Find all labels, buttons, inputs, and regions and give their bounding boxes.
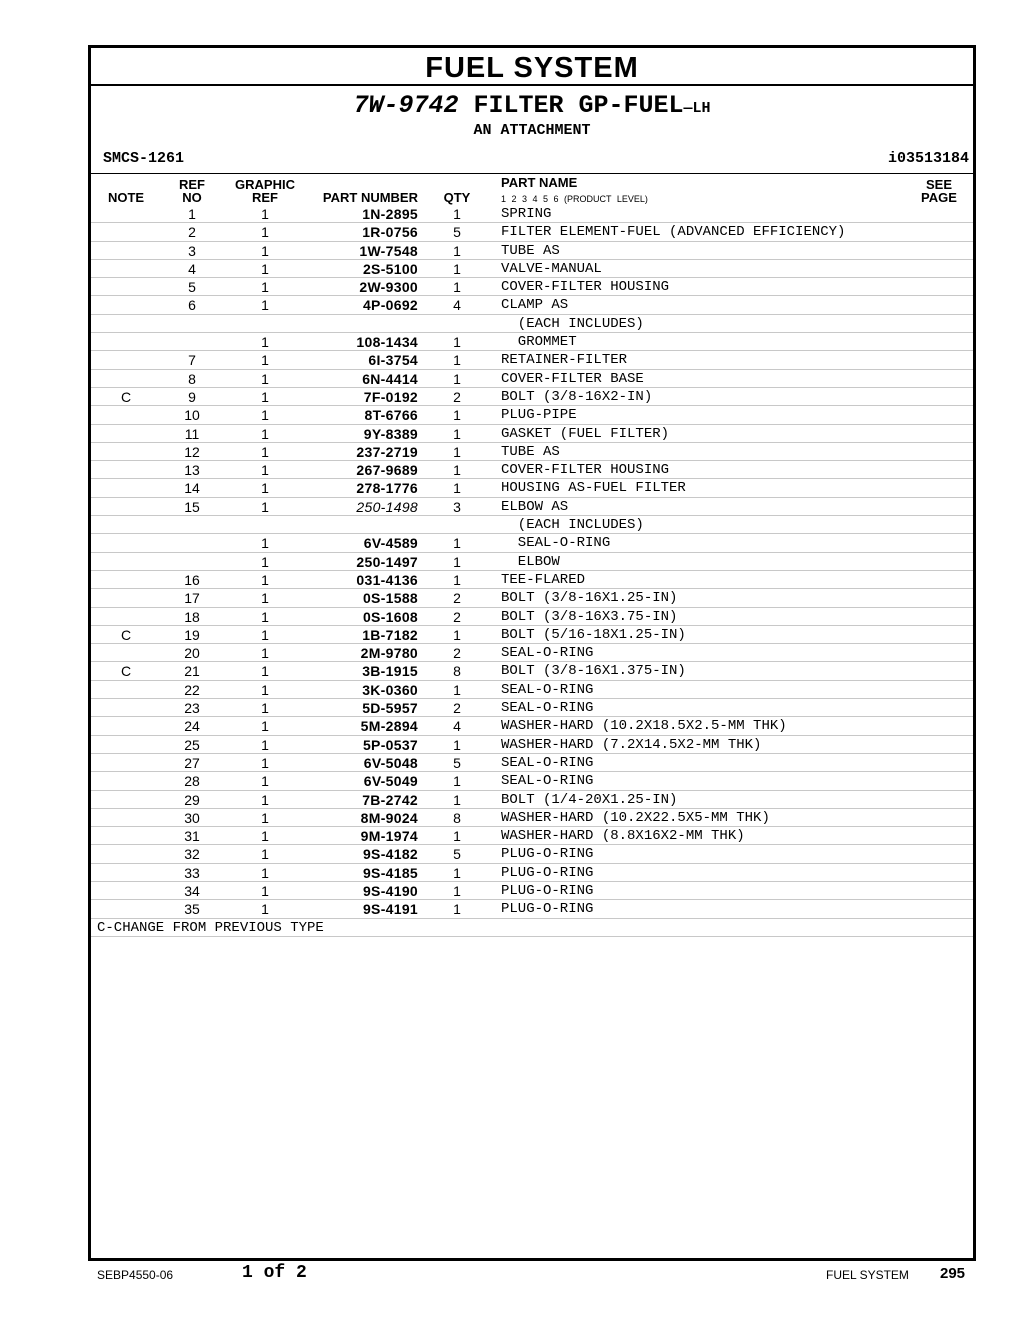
part-number-cell: 237-2719 [356, 443, 418, 460]
ref-no-cell: 12 [184, 443, 200, 460]
graphic-ref-cell: 1 [261, 626, 269, 643]
smcs-code: SMCS-1261 [103, 150, 185, 167]
ref-no-cell: 28 [184, 773, 200, 790]
qty-cell: 8 [453, 809, 461, 826]
table-row [91, 791, 973, 809]
col-ref-top: REF [179, 177, 205, 192]
table-row [91, 260, 973, 278]
qty-cell: 1 [453, 260, 461, 277]
table-row [91, 351, 973, 369]
graphic-ref-cell: 1 [261, 297, 269, 314]
ref-no-cell: 19 [184, 626, 200, 643]
part-name-cell: BOLT (1/4-20X1.25-IN) [501, 791, 678, 808]
table-row [91, 864, 973, 882]
ref-no-cell: 2 [188, 224, 196, 241]
qty-cell: 1 [453, 480, 461, 497]
table-row [91, 498, 973, 516]
ref-no-cell: 32 [184, 846, 200, 863]
part-name-cell: (EACH INCLUDES) [501, 517, 644, 534]
graphic-ref-cell: 1 [261, 334, 269, 351]
ref-no-cell: 27 [184, 754, 200, 771]
ref-no-cell: 34 [184, 882, 200, 899]
part-name-cell: PLUG-O-RING [501, 882, 594, 899]
qty-cell: 4 [453, 718, 461, 735]
qty-cell: 5 [453, 224, 461, 241]
part-name-cell: SEAL-O-RING [501, 681, 594, 698]
part-name-cell: COVER-FILTER HOUSING [501, 462, 670, 479]
graphic-ref-cell: 1 [261, 882, 269, 899]
ref-no-cell: 30 [184, 809, 200, 826]
ref-no-cell: 29 [184, 791, 200, 808]
table-row [91, 388, 973, 406]
table-row [91, 406, 973, 424]
ref-no-cell: 8 [188, 370, 196, 387]
ref-no-cell: 4 [188, 260, 196, 277]
table-row [91, 845, 973, 863]
qty-cell: 1 [453, 535, 461, 552]
qty-cell: 1 [453, 279, 461, 296]
note-cell: C [120, 388, 132, 405]
part-name-cell: CLAMP AS [501, 297, 569, 314]
footer-section: FUEL SYSTEM [826, 1268, 909, 1282]
part-number-cell: 6V-5049 [363, 773, 418, 790]
part-name-cell: BOLT (3/8-16X1.375-IN) [501, 663, 686, 680]
table-row [91, 370, 973, 388]
part-name-cell: BOLT (3/8-16X1.25-IN) [501, 590, 678, 607]
part-name-cell: SEAL-O-RING [501, 535, 611, 552]
ref-no-cell: 6 [188, 297, 196, 314]
part-name-cell: SEAL-O-RING [501, 773, 594, 790]
footer-doc-id: SEBP4550-06 [97, 1268, 174, 1282]
part-name-cell: PLUG-O-RING [501, 846, 594, 863]
ref-no-cell: 25 [184, 736, 200, 753]
part-number-cell: 4P-0692 [362, 297, 418, 314]
parts-table [91, 205, 973, 937]
table-row [91, 461, 973, 479]
qty-cell: 1 [453, 370, 461, 387]
part-number-cell: 5D-5957 [362, 700, 418, 717]
qty-cell: 1 [453, 773, 461, 790]
table-row [91, 315, 973, 333]
part-number-cell: 9Y-8389 [363, 425, 418, 442]
part-name-cell: GROMMET [501, 334, 577, 351]
part-name-cell: WASHER-HARD (10.2X18.5X2.5-MM THK) [501, 718, 787, 735]
part-name-cell: PLUG-PIPE [501, 407, 577, 424]
table-row [91, 534, 973, 552]
graphic-ref-cell: 1 [261, 206, 269, 222]
col-ref-bottom: NO [182, 190, 202, 205]
qty-cell: 1 [453, 334, 461, 351]
graphic-ref-cell: 1 [261, 370, 269, 387]
table-row [91, 644, 973, 662]
ref-no-cell: 7 [188, 352, 196, 369]
ref-no-cell: 1 [188, 206, 196, 222]
qty-cell: 4 [453, 297, 461, 314]
qty-cell: 2 [453, 608, 461, 625]
graphic-ref-cell: 1 [261, 407, 269, 424]
part-name-cell: PLUG-O-RING [501, 864, 594, 881]
qty-cell: 1 [453, 553, 461, 570]
table-row [91, 443, 973, 461]
part-name-cell: RETAINER-FILTER [501, 352, 628, 369]
part-name-cell: TUBE AS [501, 443, 560, 460]
graphic-ref-cell: 1 [261, 388, 269, 405]
ref-no-cell: 22 [184, 681, 200, 698]
group-title [91, 90, 973, 125]
ref-no-cell: 5 [188, 279, 196, 296]
graphic-ref-cell: 1 [261, 425, 269, 442]
part-number-cell: 108-1434 [356, 334, 418, 351]
part-number-cell: 7F-0192 [363, 388, 418, 405]
graphic-ref-cell: 1 [261, 553, 269, 570]
part-number-cell: 0S-1608 [362, 608, 418, 625]
table-row [91, 223, 973, 241]
part-number-cell: 9S-4191 [362, 901, 418, 918]
footer-page-of: 1 of 2 [242, 1263, 307, 1283]
table-row [91, 296, 973, 314]
table-row [91, 242, 973, 260]
part-number-cell: 0S-1588 [362, 590, 418, 607]
graphic-ref-cell: 1 [261, 700, 269, 717]
part-name-cell: BOLT (3/8-16X3.75-IN) [501, 608, 678, 625]
table-row [91, 772, 973, 790]
part-name-cell: BOLT (3/8-16X2-IN) [501, 388, 653, 405]
table-row [91, 608, 973, 626]
ref-no-cell: 14 [184, 480, 200, 497]
ref-no-cell: 17 [184, 590, 200, 607]
graphic-ref-cell: 1 [261, 480, 269, 497]
graphic-ref-cell: 1 [261, 681, 269, 698]
part-name-cell: WASHER-HARD (10.2X22.5X5-MM THK) [501, 809, 770, 826]
part-number-cell: 250-1498 [356, 498, 418, 515]
part-number-cell: 9S-4185 [362, 864, 418, 881]
part-number-cell: 5M-2894 [360, 718, 418, 735]
graphic-ref-cell: 1 [261, 773, 269, 790]
table-row [91, 479, 973, 497]
part-name-cell: TUBE AS [501, 242, 560, 259]
graphic-ref-cell: 1 [261, 718, 269, 735]
part-number-cell: 6N-4414 [362, 370, 418, 387]
part-number-cell: 278-1776 [356, 480, 418, 497]
table-row [91, 827, 973, 845]
product-levels: 1 2 3 4 5 6 (PRODUCT LEVEL) [501, 194, 648, 204]
col-graphic-bottom: REF [252, 190, 278, 205]
qty-cell: 1 [453, 242, 461, 259]
ref-no-cell: 10 [184, 407, 200, 424]
part-name-cell: WASHER-HARD (8.8X16X2-MM THK) [501, 828, 745, 845]
col-part-name: PART NAME [501, 175, 578, 190]
part-number-cell: 7B-2742 [362, 791, 418, 808]
table-row [91, 809, 973, 827]
part-number-cell: 8M-9024 [360, 809, 418, 826]
col-see-bottom: PAGE [921, 190, 957, 205]
graphic-ref-cell: 1 [261, 535, 269, 552]
table-row [91, 626, 973, 644]
part-name-cell: COVER-FILTER HOUSING [501, 279, 670, 296]
ref-no-cell: 15 [184, 498, 200, 515]
illustration-id: i03513184 [887, 150, 969, 167]
part-name-cell: FILTER ELEMENT-FUEL (ADVANCED EFFICIENCY) [501, 224, 846, 241]
graphic-ref-cell: 1 [261, 846, 269, 863]
qty-cell: 1 [453, 736, 461, 753]
graphic-ref-cell: 1 [261, 791, 269, 808]
qty-cell: 8 [453, 663, 461, 680]
part-name-cell: SPRING [501, 206, 552, 222]
ref-no-cell: 23 [184, 700, 200, 717]
part-name-cell: (EACH INCLUDES) [501, 315, 644, 332]
graphic-ref-cell: 1 [261, 901, 269, 918]
qty-cell: 1 [453, 681, 461, 698]
part-number-cell: 6V-5048 [363, 754, 418, 771]
part-name-cell: TEE-FLARED [501, 571, 586, 588]
part-number-cell: 1N-2895 [362, 206, 418, 222]
note-cell: C [120, 663, 132, 680]
ref-no-cell: 24 [184, 718, 200, 735]
qty-cell: 5 [453, 846, 461, 863]
table-row [91, 516, 973, 534]
table-row [91, 553, 973, 571]
footer-page-number: 295 [940, 1265, 966, 1282]
ref-no-cell: 31 [184, 828, 200, 845]
part-name-cell: ELBOW AS [501, 498, 569, 515]
col-part-number: PART NUMBER [322, 190, 418, 205]
part-number-cell: 5P-0537 [362, 736, 418, 753]
graphic-ref-cell: 1 [261, 279, 269, 296]
col-see-top: SEE [925, 177, 952, 192]
ref-no-cell: 21 [184, 663, 200, 680]
part-number-cell: 6V-4589 [363, 535, 418, 552]
part-number-cell: 9M-1974 [360, 828, 418, 845]
graphic-ref-cell: 1 [261, 828, 269, 845]
part-number-cell: 8T-6766 [364, 407, 418, 424]
qty-cell: 1 [453, 864, 461, 881]
part-name-cell: HOUSING AS-FUEL FILTER [501, 480, 686, 497]
group-part-number: 7W-9742 [353, 91, 459, 120]
qty-cell: 1 [453, 443, 461, 460]
part-number-cell: 1W-7548 [359, 242, 418, 259]
part-number-cell: 2S-5100 [362, 260, 418, 277]
part-number-cell: 1R-0756 [362, 224, 418, 241]
group-subtitle: AN ATTACHMENT [473, 122, 591, 139]
graphic-ref-cell: 1 [261, 590, 269, 607]
qty-cell: 1 [453, 828, 461, 845]
note-cell: C [120, 626, 132, 643]
qty-cell: 1 [453, 425, 461, 442]
qty-cell: 2 [453, 645, 461, 662]
qty-cell: 1 [453, 571, 461, 588]
ref-no-cell: 9 [188, 388, 196, 405]
part-name-cell: COVER-FILTER BASE [501, 370, 644, 387]
col-qty: QTY [443, 190, 471, 205]
table-row [91, 662, 973, 680]
qty-cell: 3 [453, 498, 461, 515]
part-number-cell: 3B-1915 [362, 663, 418, 680]
table-row [91, 589, 973, 607]
ref-no-cell: 16 [184, 571, 200, 588]
table-row [91, 571, 973, 589]
qty-cell: 5 [453, 754, 461, 771]
part-number-cell: 3K-0360 [362, 681, 418, 698]
part-name-cell: SEAL-O-RING [501, 645, 594, 662]
graphic-ref-cell: 1 [261, 260, 269, 277]
table-row [91, 900, 973, 918]
part-name-cell: SEAL-O-RING [501, 754, 594, 771]
graphic-ref-cell: 1 [261, 224, 269, 241]
graphic-ref-cell: 1 [261, 352, 269, 369]
part-number-cell: 031-4136 [356, 571, 418, 588]
graphic-ref-cell: 1 [261, 443, 269, 460]
part-name-cell: PLUG-O-RING [501, 901, 594, 918]
graphic-ref-cell: 1 [261, 754, 269, 771]
table-row [91, 754, 973, 772]
part-number-cell: 2W-9300 [359, 279, 418, 296]
table-row [91, 699, 973, 717]
ref-no-cell: 35 [184, 901, 200, 918]
part-name-cell: SEAL-O-RING [501, 700, 594, 717]
graphic-ref-cell: 1 [261, 736, 269, 753]
ref-no-cell: 18 [184, 608, 200, 625]
col-graphic-top: GRAPHIC [235, 177, 295, 192]
table-row [91, 736, 973, 754]
graphic-ref-cell: 1 [261, 242, 269, 259]
part-name-cell: WASHER-HARD (7.2X14.5X2-MM THK) [501, 736, 762, 753]
graphic-ref-cell: 1 [261, 645, 269, 662]
qty-cell: 2 [453, 388, 461, 405]
graphic-ref-cell: 1 [261, 608, 269, 625]
graphic-ref-cell: 1 [261, 462, 269, 479]
qty-cell: 2 [453, 700, 461, 717]
part-number-cell: 6I-3754 [368, 352, 418, 369]
qty-cell: 1 [453, 352, 461, 369]
qty-cell: 1 [453, 407, 461, 424]
group-suffix: —LH [683, 100, 711, 117]
ref-no-cell: 13 [184, 462, 200, 479]
graphic-ref-cell: 1 [261, 864, 269, 881]
header-divider [91, 173, 973, 174]
part-number-cell: 1B-7182 [362, 626, 418, 643]
section-title: FUEL SYSTEM [425, 52, 639, 84]
table-row [91, 882, 973, 900]
qty-cell: 2 [453, 590, 461, 607]
graphic-ref-cell: 1 [261, 663, 269, 680]
group-name: FILTER GP-FUEL [473, 91, 684, 120]
qty-cell: 1 [453, 882, 461, 899]
part-number-cell: 250-1497 [356, 553, 418, 570]
part-name-cell: BOLT (5/16-18X1.25-IN) [501, 626, 686, 643]
part-number-cell: 2M-9780 [360, 645, 418, 662]
qty-cell: 1 [453, 901, 461, 918]
graphic-ref-cell: 1 [261, 571, 269, 588]
qty-cell: 1 [453, 791, 461, 808]
section-header [91, 48, 973, 86]
part-name-cell: GASKET (FUEL FILTER) [501, 425, 670, 442]
table-row [91, 278, 973, 296]
table-row [91, 333, 973, 351]
table-row [91, 717, 973, 735]
ref-no-cell: 20 [184, 645, 200, 662]
col-note: NOTE [107, 190, 145, 205]
table-row [91, 425, 973, 443]
qty-cell: 1 [453, 626, 461, 643]
table-row [91, 205, 973, 223]
qty-cell: 1 [453, 206, 461, 222]
graphic-ref-cell: 1 [261, 498, 269, 515]
part-number-cell: 267-9689 [356, 462, 418, 479]
qty-cell: 1 [453, 462, 461, 479]
part-name-cell: ELBOW [501, 553, 560, 570]
graphic-ref-cell: 1 [261, 809, 269, 826]
ref-no-cell: 33 [184, 864, 200, 881]
table-row [91, 681, 973, 699]
page-frame [88, 45, 976, 1261]
part-number-cell: 9S-4182 [362, 846, 418, 863]
ref-no-cell: 11 [184, 425, 200, 442]
part-number-cell: 9S-4190 [362, 882, 418, 899]
footnote: C-CHANGE FROM PREVIOUS TYPE [91, 919, 973, 937]
part-name-cell: VALVE-MANUAL [501, 260, 602, 277]
ref-no-cell: 3 [188, 242, 196, 259]
